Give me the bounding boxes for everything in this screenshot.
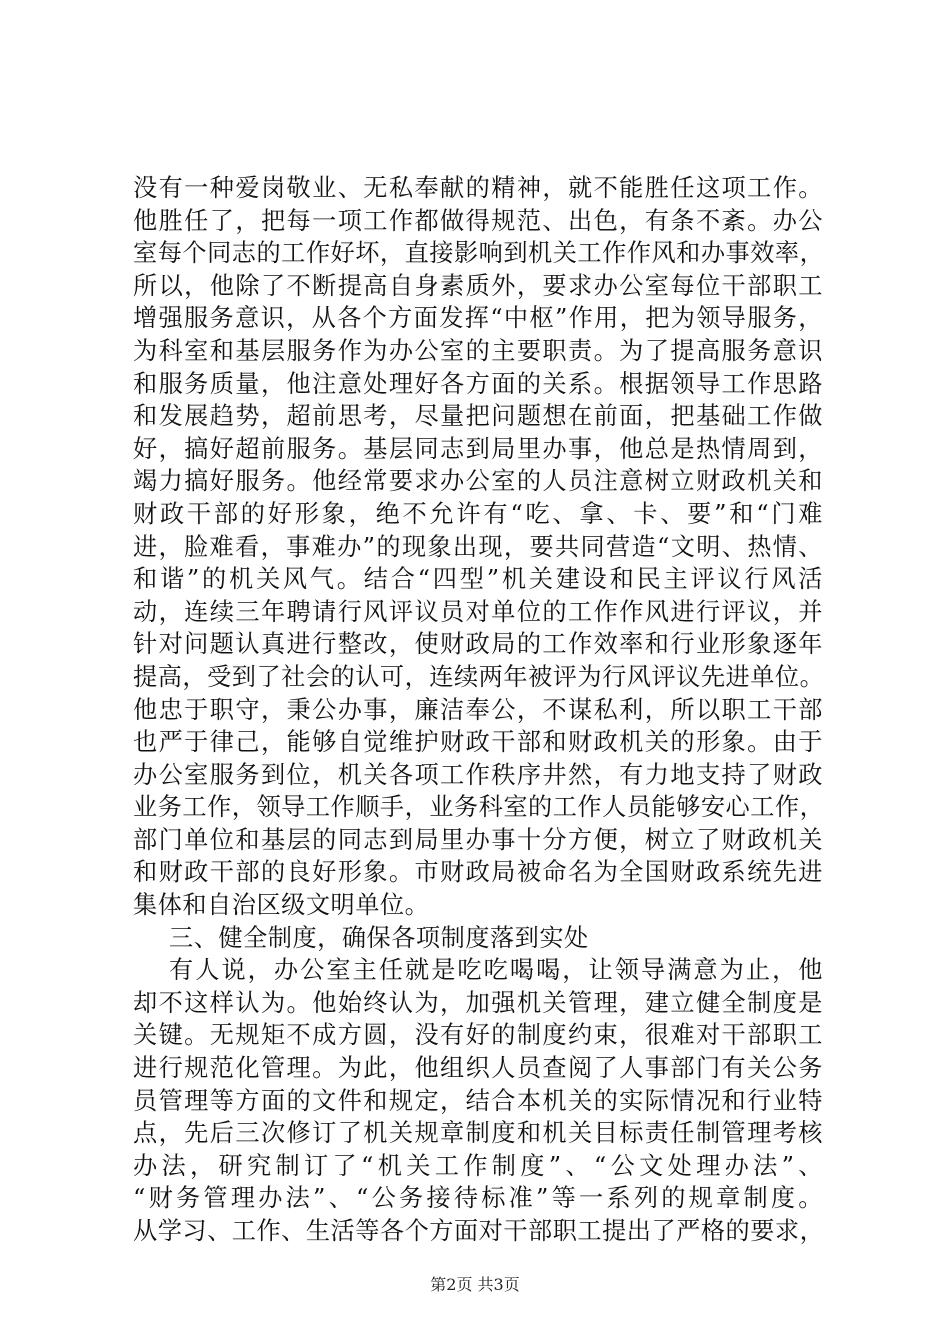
- text-line: 和谐”的机关风气。结合“四型”机关建设和民主评议行风活: [133, 565, 823, 594]
- text-line: 他忠于职守，秉公办事，廉洁奉公，不谋私利，所以职工干部: [133, 695, 823, 724]
- text-line: 提高，受到了社会的认可，连续两年被评为行风评议先进单位。: [133, 662, 825, 691]
- text-line: 室每个同志的工作好坏，直接影响到机关工作作风和办事效率，: [133, 239, 825, 268]
- text-line: 点，先后三次修订了机关规章制度和机关目标责任制管理考核: [133, 1119, 823, 1148]
- text-line: 却不这样认为。他始终认为，加强机关管理，建立健全制度是: [133, 988, 823, 1017]
- text-line: 办公室服务到位，机关各项工作秩序井然，有力地支持了财政: [133, 760, 823, 789]
- text-line: 业务工作，领导工作顺手，业务科室的工作人员能够安心工作，: [133, 793, 825, 822]
- document-body: [133, 172, 823, 1248]
- text-line: 有人说，办公室主任就是吃吃喝喝，让领导满意为止，他: [169, 956, 823, 985]
- text-line: 财政干部的好形象，绝不允许有“吃、拿、卡、要”和“门难: [133, 499, 823, 528]
- text-line: 和财政干部的良好形象。市财政局被命名为全国财政系统先进: [133, 858, 823, 887]
- text-line: 增强服务意识，从各个方面发挥“中枢”作用，把为领导服务，: [133, 304, 823, 333]
- text-line: 动，连续三年聘请行风评议员对单位的工作作风进行评议，并: [133, 597, 823, 626]
- text-line: 从学习、工作、生活等各个方面对干部职工提出了严格的要求，: [133, 1217, 825, 1245]
- text-line: 和发展趋势，超前思考，尽量把问题想在前面，把基础工作做: [133, 402, 823, 431]
- text-line: 针对问题认真进行整改，使财政局的工作效率和行业形象逐年: [133, 630, 823, 659]
- text-line: 进行规范化管理。为此，他组织人员查阅了人事部门有关公务: [133, 1054, 823, 1083]
- text-line: 关键。无规矩不成方圆，没有好的制度约束，很难对干部职工: [133, 1021, 823, 1050]
- text-line: “财务管理办法”、“公务接待标准”等一系列的规章制度。: [133, 1184, 823, 1213]
- text-line: 为科室和基层服务作为办公室的主要职责。为了提高服务意识: [133, 336, 823, 365]
- text-line: 也严于律己，能够自觉维护财政干部和财政机关的形象。由于: [133, 728, 823, 757]
- text-line: 他胜任了，把每一项工作都做得规范、出色，有条不紊。办公: [133, 206, 823, 235]
- text-line: 员管理等方面的文件和规定，结合本机关的实际情况和行业特: [133, 1086, 823, 1115]
- text-line: 部门单位和基层的同志到局里办事十分方便，树立了财政机关: [133, 825, 823, 854]
- text-line: 集体和自治区级文明单位。: [133, 891, 430, 920]
- text-line: 没有一种爱岗敬业、无私奉献的精神，就不能胜任这项工作。: [133, 174, 823, 202]
- text-line: 竭力搞好服务。他经常要求办公室的人员注意树立财政机关和: [133, 467, 823, 496]
- text-line: 所以，他除了不断提高自身素质外，要求办公室每位干部职工: [133, 271, 823, 300]
- section-heading: 三、健全制度，确保各项制度落到实处: [169, 923, 589, 952]
- text-line: 办法，研究制订了“机关工作制度”、“公文处理办法”、: [133, 1151, 823, 1180]
- text-line: 和服务质量，他注意处理好各方面的关系。根据领导工作思路: [133, 369, 823, 398]
- page-footer: 第2页 共3页: [430, 1275, 520, 1294]
- text-line: 进，脸难看，事难办”的现象出现，要共同营造“文明、热情、: [133, 532, 823, 561]
- text-line: 好，搞好超前服务。基层同志到局里办事，他总是热情周到，: [133, 434, 823, 463]
